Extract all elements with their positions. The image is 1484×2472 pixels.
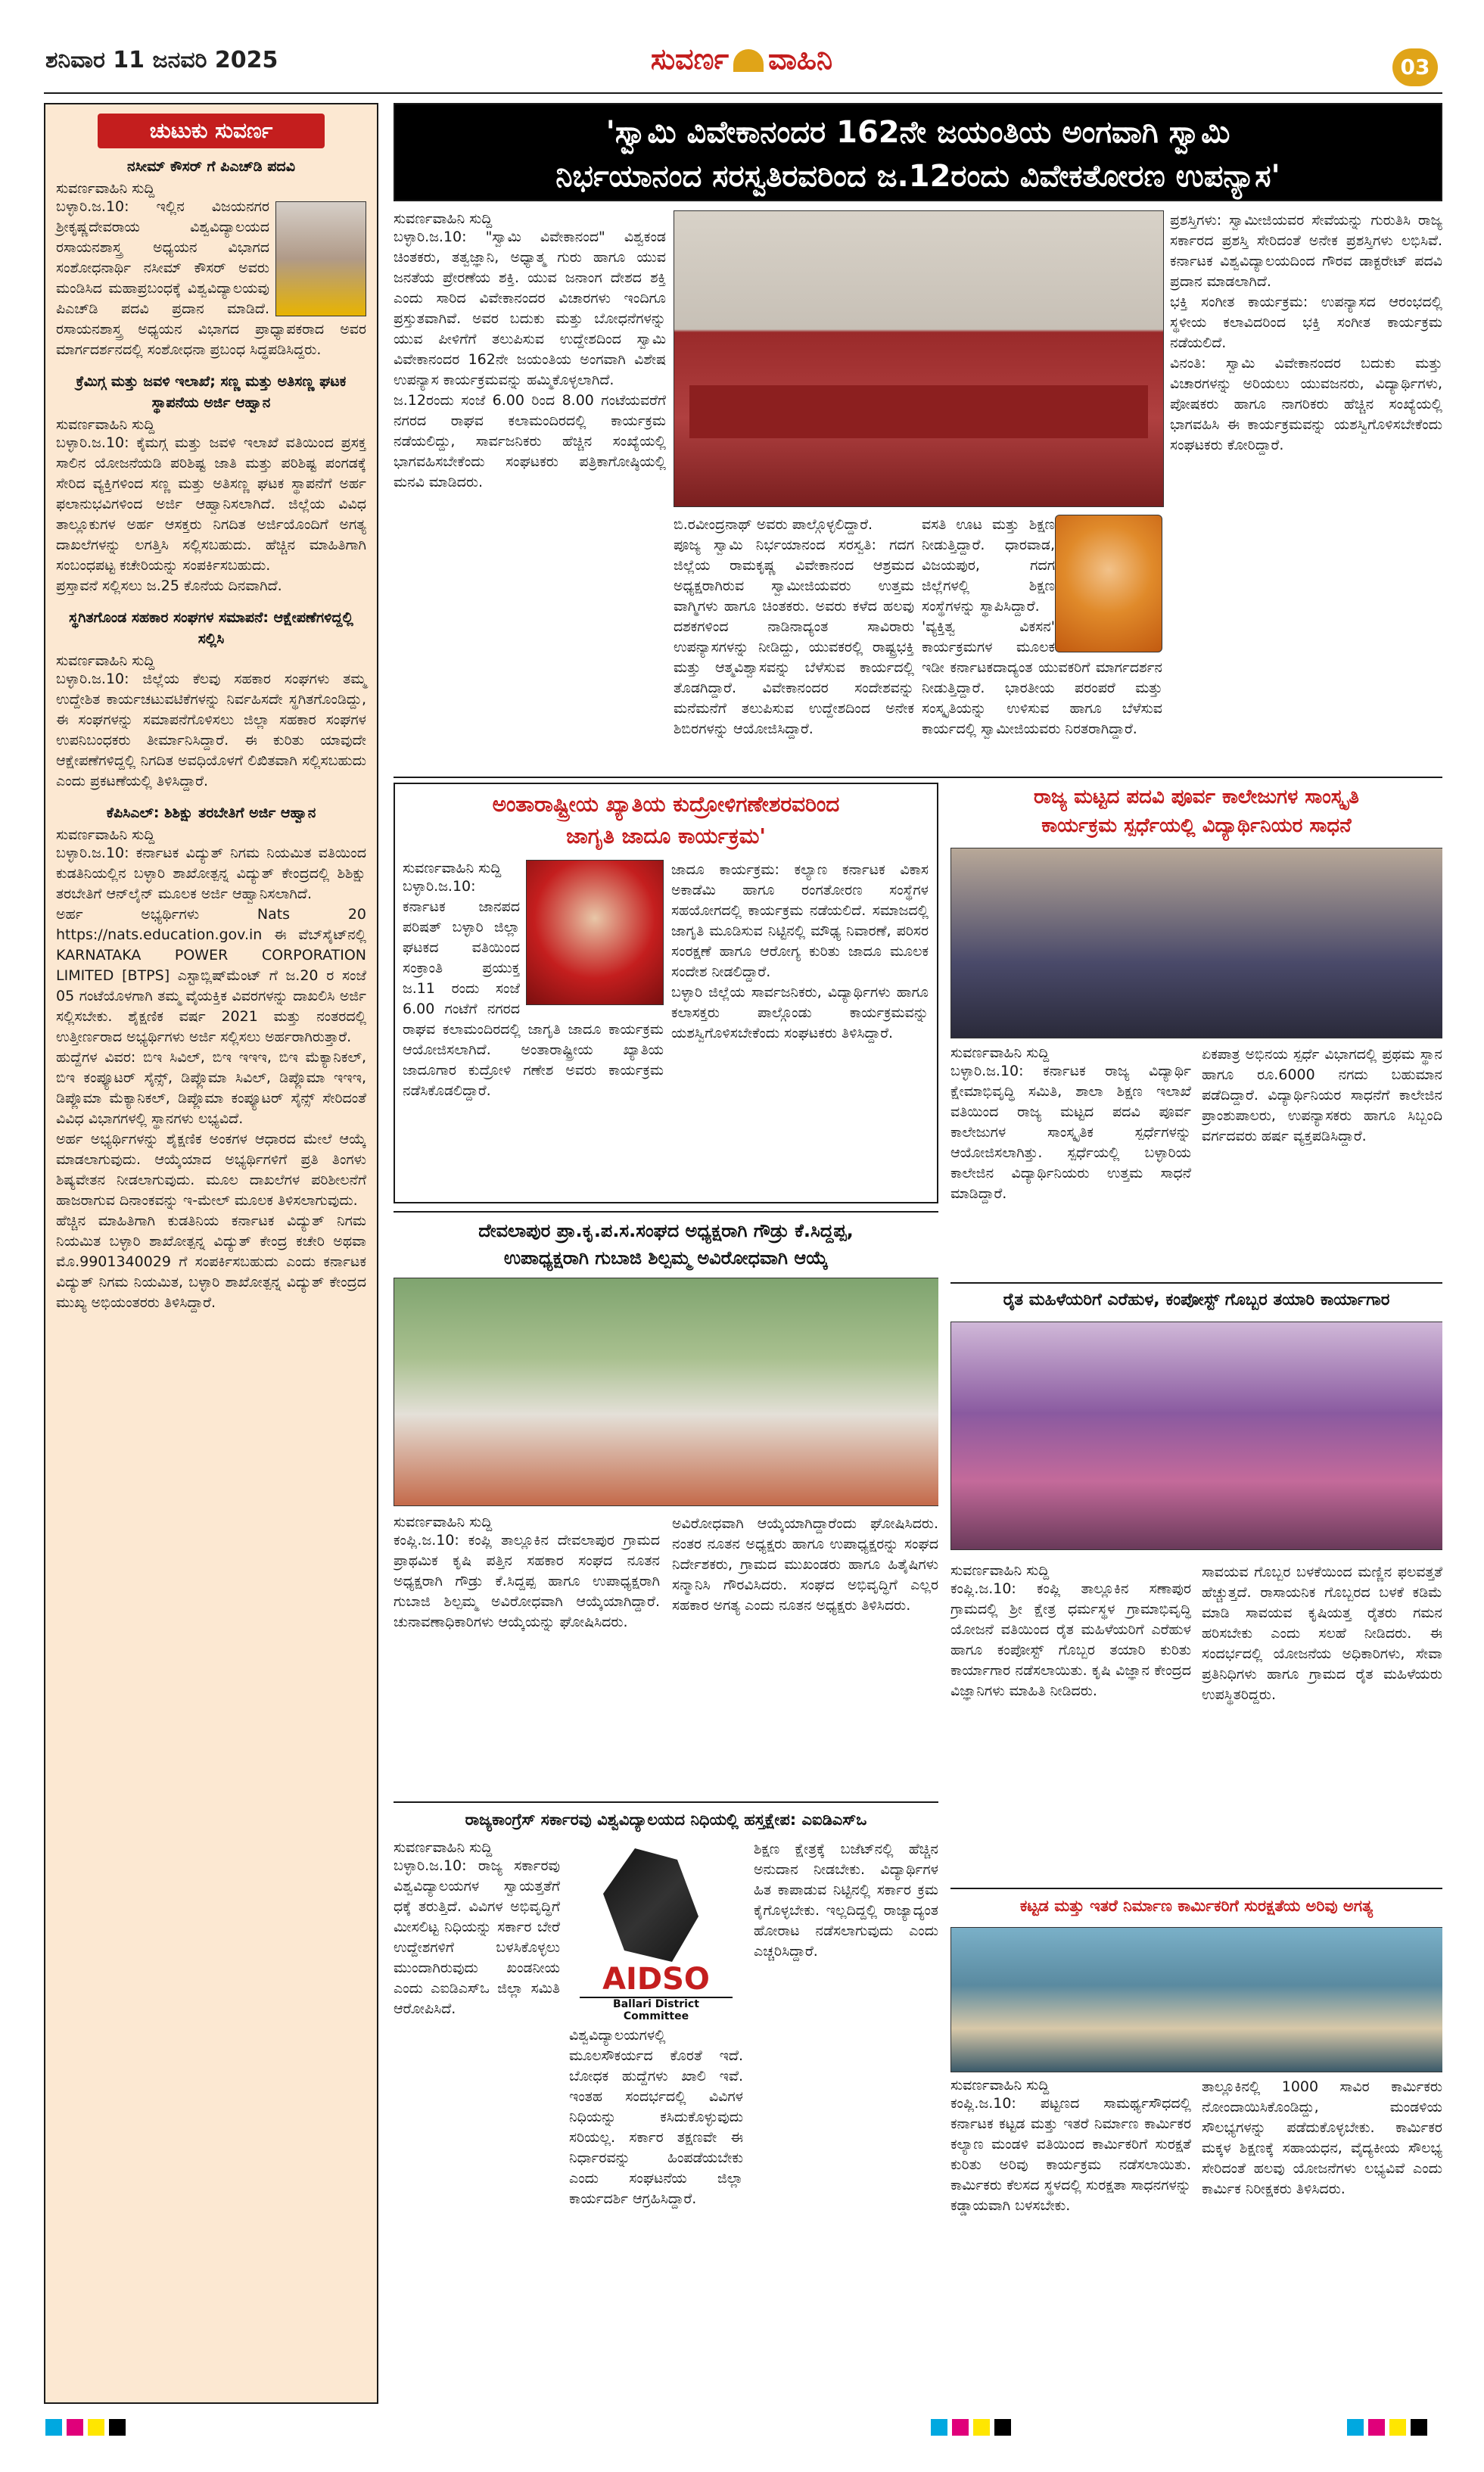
culture-headline bbox=[950, 783, 1442, 840]
lead-col4 bbox=[1170, 210, 1442, 771]
sidebar-item-body: ಬಳ್ಳಾರಿ.ಜ.10: ಕೈಮಗ್ಗ ಮತ್ತು ಜವಳಿ ಇಲಾಖೆ ವತಿಯಿಂದ ಪ್ರಸಕ್ತ ಸಾಲಿನ ಯೋಜನೆಯಡಿ ಪರಿಶಿಷ್ಟ ಜಾತಿ ಮತ್ತು ಪರಿಶಿಷ್ಟ ಪಂಗಡಕ್ಕೆ ಸೇರಿದ ವ್ಯಕ್ತಿಗಳಿಂದ ಸಣ್ಣ ಮತ್ತು ಅತಿಸಣ್ಣ ಘಟಕ ಸ್ಥಾಪನೆಗೆ ಅರ್ಹ ಫಲಾನುಭವಿಗಳಿಂದ ಅರ್ಜಿ ಆಹ್ವಾನಿಸಲಾಗಿದೆ. ಜಿಲ್ಲೆಯ ವಿವಿಧ ತಾಲ್ಲೂಕುಗಳ ಅರ್ಹ ಆಸಕ್ತರು ನಿಗದಿತ ಅರ್ಜಿಯೊಂದಿಗೆ ಅಗತ್ಯ ದಾಖಲೆಗಳನ್ನು ಲಗತ್ತಿಸಿ ಸಲ್ಲಿಸಬಹುದು. ಹೆಚ್ಚಿನ ಮಾಹಿತಿಗಾಗಿ ಸಂಬಂಧಪಟ್ಟ ಕಚೇರಿಯನ್ನು ಸಂಪರ್ಕಿಸಬಹುದು. ಪ್ರಸ್ತಾವನೆ ಸಲ್ಲಿಸಲು ಜ.25 ಕೊನೆಯ ದಿನವಾಗಿದೆ. bbox=[56, 434, 366, 594]
culture-dateline: ಸುವರ್ಣವಾಹಿನಿ ಸುದ್ದಿ bbox=[950, 1045, 1050, 1061]
cyan-swatch bbox=[1347, 2419, 1364, 2436]
masthead-date: ಶನಿವಾರ 11 ಜನವರಿ 2025 bbox=[45, 47, 278, 73]
sidebar-item-dateline: ಸುವರ್ಣವಾಹಿನಿ ಸುದ್ದಿ bbox=[56, 827, 155, 843]
culture-headline-line2: ಕಾರ್ಯಕ್ರಮ ಸ್ಪರ್ಧೆಯಲ್ಲಿ ವಿದ್ಯಾರ್ಥಿನಿಯರ ಸಾಧನೆ bbox=[1041, 814, 1352, 837]
university-dateline: ಸುವರ್ಣವಾಹಿನಿ ಸುದ್ದಿ bbox=[394, 1839, 493, 1856]
safety-dateline: ಸುವರ್ಣವಾಹಿನಿ ಸುದ್ದಿ bbox=[950, 2077, 1050, 2094]
magic-col2-text: ಜಾದೂ ಕಾರ್ಯಕ್ರಮ: ಕಲ್ಯಾಣ ಕರ್ನಾಟಕ ವಿಕಾಸ ಅಕಾಡೆಮಿ ಹಾಗೂ ರಂಗತೋರಣ ಸಂಸ್ಥೆಗಳ ಸಹಯೋಗದಲ್ಲಿ ಕಾರ್ಯಕ್ರಮ ನಡೆಯಲಿದೆ. ಸಮಾಜದಲ್ಲಿ ಜಾಗೃತಿ ಮೂಡಿಸುವ ನಿಟ್ಟಿನಲ್ಲಿ ಮೌಢ್ಯ ನಿವಾರಣೆ, ಪರಿಸರ ಸಂರಕ್ಷಣೆ ಹಾಗೂ ಆರೋಗ್ಯ ಕುರಿತು ಜಾದೂ ಮೂಲಕ ಸಂದೇಶ ನೀಡಲಿದ್ದಾರೆ. ಬಳ್ಳಾರಿ ಜಿಲ್ಲೆಯ ಸಾರ್ವಜನಿಕರು, ವಿದ್ಯಾರ್ಥಿಗಳು ಹಾಗೂ ಕಲಾಸಕ್ತರು ಪಾಲ್ಗೊಂಡು ಕಾರ್ಯಕ್ರಮವನ್ನು ಯಶಸ್ವಿಗೊಳಿಸಬೇಕೆಂದು ಸಂಘಟಕರು ತಿಳಿಸಿದ್ದಾರೆ. bbox=[671, 861, 929, 1041]
university-col2 bbox=[569, 2025, 743, 2399]
registration-marks-center bbox=[931, 2419, 1016, 2442]
registration-marks-right bbox=[1347, 2419, 1432, 2442]
safety-col2-text: ತಾಲ್ಲೂಕಿನಲ್ಲಿ 1000 ಸಾವಿರ ಕಾರ್ಮಿಕರು ನೋಂದಾಯಿಸಿಕೊಂಡಿದ್ದು, ಮಂಡಳಿಯ ಸೌಲಭ್ಯಗಳನ್ನು ಪಡೆದುಕೊಳ್ಳಬೇಕು. ಕಾರ್ಮಿಕರ ಮಕ್ಕಳ ಶಿಕ್ಷಣಕ್ಕೆ ಸಹಾಯಧನ, ವೈದ್ಯಕೀಯ ಸೌಲಭ್ಯ ಸೇರಿದಂತೆ ಹಲವು ಯೋಜನೆಗಳು ಲಭ್ಯವಿವೆ ಎಂದು ಕಾರ್ಮಿಕ ನಿರೀಕ್ಷಕರು ತಿಳಿಸಿದರು. bbox=[1202, 2078, 1442, 2197]
university-col2-text: ವಿಶ್ವವಿದ್ಯಾಲಯಗಳಲ್ಲಿ ಮೂಲಸೌಕರ್ಯದ ಕೊರತೆ ಇದೆ. ಬೋಧಕ ಹುದ್ದೆಗಳು ಖಾಲಿ ಇವೆ. ಇಂತಹ ಸಂದರ್ಭದಲ್ಲಿ ವಿವಿಗಳ ನಿಧಿಯನ್ನು ಕಸಿದುಕೊಳ್ಳುವುದು ಸರಿಯಲ್ಲ. ಸರ್ಕಾರ ತಕ್ಷಣವೇ ಈ ನಿರ್ಧಾರವನ್ನು ಹಿಂಪಡೆಯಬೇಕು ಎಂದು ಸಂಘಟನೆಯ ಜಿಲ್ಲಾ ಕಾರ್ಯದರ್ಶಿ ಆಗ್ರಹಿಸಿದ್ದಾರೆ. bbox=[569, 2027, 743, 2207]
lead-col4-text: ಪ್ರಶಸ್ತಿಗಳು: ಸ್ವಾಮೀಜಿಯವರ ಸೇವೆಯನ್ನು ಗುರುತಿಸಿ ರಾಜ್ಯ ಸರ್ಕಾರದ ಪ್ರಶಸ್ತಿ ಸೇರಿದಂತೆ ಅನೇಕ ಪ್ರಶಸ್ತಿಗಳು ಲಭಿಸಿವೆ. ಕರ್ನಾಟಕ ವಿಶ್ವವಿದ್ಯಾಲಯದಿಂದ ಗೌರವ ಡಾಕ್ಟರೇಟ್ ಪದವಿ ಪ್ರದಾನ ಮಾಡಲಾಗಿದೆ. ಭಕ್ತಿ ಸಂಗೀತ ಕಾರ್ಯಕ್ರಮ: ಉಪನ್ಯಾಸದ ಆರಂಭದಲ್ಲಿ ಸ್ಥಳೀಯ ಕಲಾವಿದರಿಂದ ಭಕ್ತಿ ಸಂಗೀತ ಕಾರ್ಯಕ್ರಮ ನಡೆಯಲಿದೆ. ವಿನಂತಿ: ಸ್ವಾಮಿ ವಿವೇಕಾನಂದರ ಬದುಕು ಮತ್ತು ವಿಚಾರಗಳನ್ನು ಅರಿಯಲು ಯುವಜನರು, ವಿದ್ಯಾರ್ಥಿಗಳು, ಪೋಷಕರು ಹಾಗೂ ನಾಗರಿಕರು ಹೆಚ್ಚಿನ ಸಂಖ್ಯೆಯಲ್ಲಿ ಭಾಗವಹಿಸಿ ಈ ಕಾರ್ಯಕ್ರಮವನ್ನು ಯಶಸ್ವಿಗೊಳಿಸಬೇಕೆಂದು ಸಂಘಟಕರು ಕೋರಿದ್ದಾರೆ. bbox=[1170, 212, 1442, 453]
lead-col3-text: ವಸತಿ ಊಟ ಮತ್ತು ಶಿಕ್ಷಣ ನೀಡುತ್ತಿದ್ದಾರೆ. ಧಾರವಾಡ, ವಿಜಯಪುರ, ಗದಗ ಜಿಲ್ಲೆಗಳಲ್ಲಿ ಶಿಕ್ಷಣ ಸಂಸ್ಥೆಗಳನ್ನು ಸ್ಥಾಪಿಸಿದ್ದಾರೆ. 'ವ್ಯಕ್ತಿತ್ವ ವಿಕಸನ' ಕಾರ್ಯಕ್ರಮಗಳ ಮೂಲಕ ಇಡೀ ಕರ್ನಾಟಕದಾದ್ಯಂತ ಯುವಕರಿಗೆ ಮಾರ್ಗದರ್ಶನ ನೀಡುತ್ತಿದ್ದಾರೆ. ಭಾರತೀಯ ಪರಂಪರೆ ಮತ್ತು ಸಂಸ್ಕೃತಿಯನ್ನು ಉಳಿಸುವ ಹಾಗೂ ಬೆಳೆಸುವ ಕಾರ್ಯದಲ್ಲಿ ಸ್ವಾಮೀಜಿಯವರು ನಿರತರಾಗಿದ್ದಾರೆ. bbox=[922, 516, 1162, 737]
magic-col1-text: ಬಳ್ಳಾರಿ.ಜ.10: ಕರ್ನಾಟಕ ಜಾನಪದ ಪರಿಷತ್ ಬಳ್ಳಾರಿ ಜಿಲ್ಲಾ ಘಟಕದ ವತಿಯಿಂದ ಸಂಕ್ರಾಂತಿ ಪ್ರಯುಕ್ತ ಜ.11 ರಂದು ಸಂಜೆ 6.00 ಗಂಟೆಗೆ ನಗರದ ರಾಘವ ಕಲಾಮಂದಿರದಲ್ಲಿ ಜಾಗೃತಿ ಜಾದೂ ಕಾರ್ಯಕ್ರಮ ಆಯೋಜಿಸಲಾಗಿದೆ. ಅಂತಾರಾಷ್ಟ್ರೀಯ ಖ್ಯಾತಿಯ ಜಾದೂಗಾರ ಕುದ್ರೋಳಿ ಗಣೇಶ ಅವರು ಕಾರ್ಯಕ್ರಮ ನಡೆಸಿಕೊಡಲಿದ್ದಾರೆ. bbox=[403, 878, 664, 1099]
farmer-dateline: ಸುವರ್ಣವಾಹಿನಿ ಸುದ್ದಿ bbox=[950, 1562, 1050, 1579]
lead-headline bbox=[394, 103, 1442, 201]
safety-headline: ಕಟ್ಟಡ ಮತ್ತು ಇತರೆ ನಿರ್ಮಾಣ ಕಾರ್ಮಿಕರಿಗೆ ಸುರಕ್ಷತೆಯ ಅರಿವು ಅಗತ್ಯ bbox=[950, 1888, 1442, 1918]
paper-name-left: ಸುವರ್ಣ bbox=[650, 42, 730, 76]
safety-col2 bbox=[1202, 2077, 1442, 2399]
safety-story bbox=[950, 1888, 1442, 2399]
sidebar-item-dateline: ಸುವರ್ಣವಾಹಿನಿ ಸುದ್ದಿ bbox=[56, 416, 155, 433]
farmer-headline: ರೈತ ಮಹಿಳೆಯರಿಗೆ ಎರೆಹುಳ, ಕಂಪೋಸ್ಟ್ ಗೊಬ್ಬರ ತಯಾರಿ ಕಾರ್ಯಾಗಾರ bbox=[950, 1282, 1442, 1312]
university-col3 bbox=[754, 1839, 938, 2399]
lead-col2-text: ಬಿ.ರವೀಂದ್ರನಾಥ್ ಅವರು ಪಾಲ್ಗೊಳ್ಳಲಿದ್ದಾರೆ. ಪೂಜ್ಯ ಸ್ವಾಮಿ ನಿರ್ಭಯಾನಂದ ಸರಸ್ವತಿ: ಗದಗ ಜಿಲ್ಲೆಯ ರಾಮಕೃಷ್ಣ ವಿವೇಕಾನಂದ ಆಶ್ರಮದ ಅಧ್ಯಕ್ಷರಾಗಿರುವ ಸ್ವಾಮೀಜಿಯವರು ಉತ್ತಮ ವಾಗ್ಮಿಗಳು ಹಾಗೂ ಚಿಂತಕರು. ಅವರು ಕಳೆದ ಹಲವು ದಶಕಗಳಿಂದ ನಾಡಿನಾದ್ಯಂತ ಸಾವಿರಾರು ಉಪನ್ಯಾಸಗಳನ್ನು ನೀಡಿದ್ದು, ಯುವಕರಲ್ಲಿ ರಾಷ್ಟ್ರಭಕ್ತಿ ಮತ್ತು ಆತ್ಮವಿಶ್ವಾಸವನ್ನು ಬೆಳೆಸುವ ಕಾರ್ಯದಲ್ಲಿ ತೊಡಗಿದ್ದಾರೆ. ವಿವೇಕಾನಂದರ ಸಂದೇಶವನ್ನು ಮನೆಮನೆಗೆ ತಲುಪಿಸುವ ಉದ್ದೇಶದಿಂದ ಅನೇಕ ಶಿಬಿರಗಳನ್ನು ಆಯೋಜಿಸಿದ್ದಾರೆ. bbox=[674, 516, 914, 737]
magic-headline bbox=[400, 789, 932, 852]
coop-col1 bbox=[394, 1514, 660, 1794]
university-headline: ರಾಜ್ಯಕಾಂಗ್ರೆಸ್ ಸರ್ಕಾರವು ವಿಶ್ವವಿದ್ಯಾಲಯದ ನಿಧಿಯಲ್ಲಿ ಹಸ್ತಕ್ಷೇಪ: ಎಐಡಿಎಸ್‌ಒ bbox=[394, 1801, 938, 1832]
sidebar-item-body: ಬಳ್ಳಾರಿ.ಜ.10: ಜಿಲ್ಲೆಯ ಕೆಲವು ಸಹಕಾರ ಸಂಘಗಳು ತಮ್ಮ ಉದ್ದೇಶಿತ ಕಾರ್ಯಚಟುವಟಿಕೆಗಳನ್ನು ನಿರ್ವಹಿಸದೇ ಸ್ಥಗಿತಗೊಂಡಿದ್ದು, ಈ ಸಂಘಗಳನ್ನು ಸಮಾಪನೆಗೊಳಿಸಲು ಜಿಲ್ಲಾ ಸಹಕಾರ ಸಂಘಗಳ ಉಪನಿಬಂಧಕರು ತೀರ್ಮಾನಿಸಿದ್ದಾರೆ. ಈ ಕುರಿತು ಯಾವುದೇ ಆಕ್ಷೇಪಣೆಗಳಿದ್ದಲ್ಲಿ ನಿಗದಿತ ಅವಧಿಯೊಳಗೆ ಲಿಖಿತವಾಗಿ ಸಲ್ಲಿಸಬಹುದು ಎಂದು ಪ್ರಕಟಣೆಯಲ್ಲಿ ತಿಳಿಸಿದ್ದಾರೆ. bbox=[56, 671, 366, 789]
university-col1 bbox=[394, 1839, 560, 2399]
coop-story bbox=[394, 1211, 938, 1794]
registration-marks-left bbox=[45, 2419, 130, 2442]
culture-photo bbox=[950, 848, 1442, 1038]
magician-photo bbox=[526, 860, 664, 1005]
aidso-logo-subtext: Ballari District Committee bbox=[580, 1997, 733, 2022]
sidebar-item-body: ಬಳ್ಳಾರಿ.ಜ.10: ಇಲ್ಲಿನ ವಿಜಯನಗರ ಶ್ರೀಕೃಷ್ಣದೇವರಾಯ ವಿಶ್ವವಿದ್ಯಾಲಯದ ರಸಾಯನಶಾಸ್ತ್ರ ಅಧ್ಯಯನ ವಿಭಾಗದ ಸಂಶೋಧನಾರ್ಥಿ ನಸೀಮ್ ಕೌಸರ್ ಅವರು ಮಂಡಿಸಿದ ಮಹಾಪ್ರಬಂಧಕ್ಕೆ ವಿಶ್ವವಿದ್ಯಾಲಯವು ಪಿಎಚ್‌ಡಿ ಪದವಿ ಪ್ರದಾನ ಮಾಡಿದೆ. ರಸಾಯನಶಾಸ್ತ್ರ ಅಧ್ಯಯನ ವಿಭಾಗದ ಪ್ರಾಧ್ಯಾಪಕರಾದ ಅವರ ಮಾರ್ಗದರ್ಶನದಲ್ಲಿ ಸಂಶೋಧನಾ ಪ್ರಬಂಧ ಸಿದ್ಧಪಡಿಸಿದ್ದರು. bbox=[56, 198, 366, 358]
magic-headline-line2: ಜಾಗೃತಿ ಜಾದೂ ಕಾರ್ಯಕ್ರಮ' bbox=[566, 823, 766, 848]
culture-col2 bbox=[1202, 1045, 1442, 1272]
coop-group-photo bbox=[394, 1278, 938, 1506]
paper-name-right: ವಾಹಿನಿ bbox=[768, 42, 833, 76]
black-swatch bbox=[994, 2419, 1011, 2436]
page-number: 03 bbox=[1392, 48, 1438, 86]
section-rule bbox=[394, 777, 1442, 778]
press-table bbox=[689, 385, 1148, 438]
safety-col1-text: ಕಂಪ್ಲಿ.ಜ.10: ಪಟ್ಟಣದ ಸಾಮರ್ಥ್ಯಸೌಧದಲ್ಲಿ ಕರ್ನಾಟಕ ಕಟ್ಟಡ ಮತ್ತು ಇತರೆ ನಿರ್ಮಾಣ ಕಾರ್ಮಿಕರ ಕಲ್ಯಾಣ ಮಂಡಳಿ ವತಿಯಿಂದ ಕಾರ್ಮಿಕರಿಗೆ ಸುರಕ್ಷತೆ ಕುರಿತು ಅರಿವು ಕಾರ್ಯಕ್ರಮ ನಡೆಸಲಾಯಿತು. ಕಾರ್ಮಿಕರು ಕೆಲಸದ ಸ್ಥಳದಲ್ಲಿ ಸುರಕ್ಷತಾ ಸಾಧನಗಳನ್ನು ಕಡ್ಡಾಯವಾಗಿ ಬಳಸಬೇಕು. bbox=[950, 2095, 1191, 2214]
sidebar-photo bbox=[275, 201, 366, 316]
masthead bbox=[0, 0, 1484, 91]
sun-icon bbox=[733, 49, 764, 72]
sidebar-item bbox=[45, 802, 377, 1313]
coop-col1-text: ಕಂಪ್ಲಿ.ಜ.10: ಕಂಪ್ಲಿ ತಾಲ್ಲೂಕಿನ ದೇವಲಾಪುರ ಗ್ರಾಮದ ಪ್ರಾಥಮಿಕ ಕೃಷಿ ಪತ್ತಿನ ಸಹಕಾರ ಸಂಘದ ನೂತನ ಅಧ್ಯಕ್ಷರಾಗಿ ಗೌಡ್ರು ಕೆ.ಸಿದ್ದಪ್ಪ ಹಾಗೂ ಉಪಾಧ್ಯಕ್ಷರಾಗಿ ಗುಬಾಜಿ ಶಿಲ್ಪಮ್ಮ ಅವಿರೋಧವಾಗಿ ಆಯ್ಕೆಯಾಗಿದ್ದಾರೆ. ಚುನಾವಣಾಧಿಕಾರಿಗಳು ಆಯ್ಕೆಯನ್ನು ಘೋಷಿಸಿದರು. bbox=[394, 1532, 660, 1630]
aidso-logo bbox=[569, 1844, 743, 2022]
culture-col1-text: ಬಳ್ಳಾರಿ.ಜ.10: ಕರ್ನಾಟಕ ರಾಜ್ಯ ವಿದ್ಯಾರ್ಥಿ ಕ್ಷೇಮಾಭಿವೃದ್ಧಿ ಸಮಿತಿ, ಶಾಲಾ ಶಿಕ್ಷಣ ಇಲಾಖೆ ವತಿಯಿಂದ ರಾಜ್ಯ ಮಟ್ಟದ ಪದವಿ ಪೂರ್ವ ಕಾಲೇಜುಗಳ ಸಾಂಸ್ಕೃತಿಕ ಸ್ಪರ್ಧೆಗಳನ್ನು ಆಯೋಜಿಸಲಾಗಿತ್ತು. ಸ್ಪರ್ಧೆಯಲ್ಲಿ ಬಳ್ಳಾರಿಯ ಕಾಲೇಜಿನ ವಿದ್ಯಾರ್ಥಿನಿಯರು ಉತ್ತಮ ಸಾಧನೆ ಮಾಡಿದ್ದಾರೆ. bbox=[950, 1063, 1191, 1202]
yellow-swatch bbox=[973, 2419, 990, 2436]
sidebar-item-headline: ಕ್ರೆಮಿಗ್ಗ ಮತ್ತು ಜವಳಿ ಇಲಾಖೆ; ಸಣ್ಣ ಮತ್ತು ಅತಿಸಣ್ಣ ಘಟಕ ಸ್ಥಾಪನೆಯ ಅರ್ಜಿ ಆಹ್ವಾನ bbox=[76, 373, 347, 411]
coop-headline bbox=[394, 1211, 938, 1272]
culture-col1 bbox=[950, 1045, 1191, 1272]
masthead-logo bbox=[575, 42, 908, 80]
masthead-rule bbox=[44, 92, 1442, 94]
farmer-col2-text: ಸಾವಯವ ಗೊಬ್ಬರ ಬಳಕೆಯಿಂದ ಮಣ್ಣಿನ ಫಲವತ್ತತೆ ಹೆಚ್ಚುತ್ತದೆ. ರಾಸಾಯನಿಕ ಗೊಬ್ಬರದ ಬಳಕೆ ಕಡಿಮೆ ಮಾಡಿ ಸಾವಯವ ಕೃಷಿಯತ್ತ ರೈತರು ಗಮನ ಹರಿಸಬೇಕು ಎಂದು ಸಲಹೆ ನೀಡಿದರು. ಈ ಸಂದರ್ಭದಲ್ಲಿ ಯೋಜನೆಯ ಅಧಿಕಾರಿಗಳು, ಸೇವಾ ಪ್ರತಿನಿಧಿಗಳು ಹಾಗೂ ಗ್ರಾಮದ ರೈತ ಮಹಿಳೆಯರು ಉಪಸ್ಥಿತರಿದ್ದರು. bbox=[1202, 1564, 1442, 1703]
lead-dateline: ಸುವರ್ಣವಾಹಿನಿ ಸುದ್ದಿ bbox=[394, 210, 493, 227]
lead-col1-text: ಬಳ್ಳಾರಿ.ಜ.10: "ಸ್ವಾಮಿ ವಿವೇಕಾನಂದ" ವಿಶ್ವಕಂಡ ಚಿಂತಕರು, ತತ್ವಜ್ಞಾನಿ, ಅಧ್ಯಾತ್ಮ ಗುರು ಹಾಗೂ ಯುವ ಜನತೆಯ ಪ್ರೇರಣೆಯ ಶಕ್ತಿ. ಯುವ ಜನಾಂಗ ದೇಶದ ಶಕ್ತಿ ಎಂದು ಸಾರಿದ ವಿವೇಕಾನಂದರ ವಿಚಾರಗಳು ಇಂದಿಗೂ ಪ್ರಸ್ತುತವಾಗಿವೆ. ಅವರ ಬದುಕು ಮತ್ತು ಬೋಧನೆಗಳನ್ನು ಯುವ ಪೀಳಿಗೆಗೆ ತಲುಪಿಸುವ ಉದ್ದೇಶದಿಂದ ಸ್ವಾಮಿ ವಿವೇಕಾನಂದರ 162ನೇ ಜಯಂತಿಯ ಅಂಗವಾಗಿ ವಿಶೇಷ ಉಪನ್ಯಾಸ ಕಾರ್ಯಕ್ರಮವನ್ನು ಹಮ್ಮಿಕೊಳ್ಳಲಾಗಿದೆ. ಜ.12ರಂದು ಸಂಜೆ 6.00 ರಿಂದ 8.00 ಗಂಟೆಯವರೆಗೆ ನಗರದ ರಾಘವ ಕಲಾಮಂದಿರದಲ್ಲಿ ಕಾರ್ಯಕ್ರಮ ನಡೆಯಲಿದ್ದು, ಸಾರ್ವಜನಿಕರು ಹೆಚ್ಚಿನ ಸಂಖ್ಯೆಯಲ್ಲಿ ಭಾಗವಹಿಸಬೇಕೆಂದು ಸಂಘಟಕರು ಪತ್ರಿಕಾಗೋಷ್ಠಿಯಲ್ಲಿ ಮನವಿ ಮಾಡಿದರು. bbox=[394, 229, 666, 490]
magic-col1 bbox=[403, 860, 664, 1193]
coop-headline-line2: ಉಪಾಧ್ಯಕ್ಷರಾಗಿ ಗುಬಾಜಿ ಶಿಲ್ಪಮ್ಮ ಅವಿರೋಧವಾಗಿ ಆಯ್ಕೆ bbox=[503, 1247, 829, 1269]
magenta-swatch bbox=[67, 2419, 83, 2436]
yellow-swatch bbox=[1389, 2419, 1406, 2436]
coop-headline-line1: ದೇವಲಾಪುರ ಪ್ರಾ.ಕೃ.ಪ.ಸ.ಸಂಘದ ಅಧ್ಯಕ್ಷರಾಗಿ ಗೌಡ್ರು ಕೆ.ಸಿದ್ದಪ್ಪ, bbox=[478, 1220, 854, 1241]
sidebar-section-title: ಚುಟುಕು ಸುವರ್ಣ bbox=[98, 114, 325, 148]
safety-col1 bbox=[950, 2077, 1191, 2399]
swamiji-photo bbox=[1055, 515, 1162, 652]
culture-story bbox=[950, 783, 1442, 1275]
farmer-col1 bbox=[950, 1562, 1191, 1880]
coop-dateline: ಸುವರ್ಣವಾಹಿನಿ ಸುದ್ದಿ bbox=[394, 1514, 493, 1530]
lead-press-photo bbox=[674, 210, 1164, 507]
magic-dateline: ಸುವರ್ಣವಾಹಿನಿ ಸುದ್ದಿ bbox=[403, 860, 502, 876]
sidebar-item-headline: ಸ್ಥಗಿತಗೊಂಡ ಸಹಕಾರ ಸಂಘಗಳ ಸಮಾಪನೆ: ಆಕ್ಷೇಪಣೆಗಳಿದ್ದಲ್ಲಿ ಸಲ್ಲಿಸಿ bbox=[69, 609, 353, 647]
sidebar-item-dateline: ಸುವರ್ಣವಾಹಿನಿ ಸುದ್ದಿ bbox=[56, 652, 155, 669]
culture-headline-line1: ರಾಜ್ಯ ಮಟ್ಟದ ಪದವಿ ಪೂರ್ವ ಕಾಲೇಜುಗಳ ಸಾಂಸ್ಕೃತಿ bbox=[1034, 786, 1359, 808]
safety-photo bbox=[950, 1927, 1442, 2072]
cyan-swatch bbox=[45, 2419, 62, 2436]
university-story bbox=[394, 1801, 938, 2399]
coop-col2 bbox=[672, 1514, 938, 1794]
sidebar bbox=[44, 103, 378, 2404]
magenta-swatch bbox=[952, 2419, 969, 2436]
sidebar-item bbox=[45, 371, 377, 596]
black-swatch bbox=[109, 2419, 126, 2436]
farmer-story bbox=[950, 1282, 1442, 1880]
farmer-photo bbox=[950, 1322, 1442, 1550]
sidebar-item-headline: ಕೆಪಿಸಿಎಲ್: ಶಿಶಿಕ್ಷು ತರಬೇತಿಗೆ ಅರ್ಜಿ ಆಹ್ವಾನ bbox=[106, 805, 316, 821]
magenta-swatch bbox=[1368, 2419, 1385, 2436]
lead-headline-line2: ನಿರ್ಭಯಾನಂದ ಸರಸ್ವತಿರವರಿಂದ ಜ.12ರಂದು ವಿವೇಕತೋರಣ ಉಪನ್ಯಾಸ' bbox=[555, 159, 1280, 194]
farmer-col1-text: ಕಂಪ್ಲಿ.ಜ.10: ಕಂಪ್ಲಿ ತಾಲ್ಲೂಕಿನ ಸಣಾಪುರ ಗ್ರಾಮದಲ್ಲಿ ಶ್ರೀ ಕ್ಷೇತ್ರ ಧರ್ಮಸ್ಥಳ ಗ್ರಾಮಾಭಿವೃದ್ಧಿ ಯೋಜನೆ ವತಿಯಿಂದ ರೈತ ಮಹಿಳೆಯರಿಗೆ ಎರೆಹುಳ ಹಾಗೂ ಕಂಪೋಸ್ಟ್ ಗೊಬ್ಬರ ತಯಾರಿ ಕುರಿತು ಕಾರ್ಯಾಗಾರ ನಡೆಸಲಾಯಿತು. ಕೃಷಿ ವಿಜ್ಞಾನ ಕೇಂದ್ರದ ವಿಜ್ಞಾನಿಗಳು ಮಾಹಿತಿ ನೀಡಿದರು. bbox=[950, 1580, 1191, 1699]
university-col1-text: ಬಳ್ಳಾರಿ.ಜ.10: ರಾಜ್ಯ ಸರ್ಕಾರವು ವಿಶ್ವವಿದ್ಯಾಲಯಗಳ ಸ್ವಾಯತ್ತತೆಗೆ ಧಕ್ಕೆ ತರುತ್ತಿದೆ. ವಿವಿಗಳ ಅಭಿವೃದ್ಧಿಗೆ ಮೀಸಲಿಟ್ಟ ನಿಧಿಯನ್ನು ಸರ್ಕಾರ ಬೇರೆ ಉದ್ದೇಶಗಳಿಗೆ ಬಳಸಿಕೊಳ್ಳಲು ಮುಂದಾಗಿರುವುದು ಖಂಡನೀಯ ಎಂದು ಎಐಡಿಎಸ್‌ಒ ಜಿಲ್ಲಾ ಸಮಿತಿ ಆರೋಪಿಸಿದೆ. bbox=[394, 1857, 560, 2017]
sidebar-item-dateline: ಸುವರ್ಣವಾಹಿನಿ ಸುದ್ದಿ bbox=[56, 180, 155, 197]
culture-col2-text: ಏಕಪಾತ್ರ ಅಭಿನಯ ಸ್ಪರ್ಧೆ ವಿಭಾಗದಲ್ಲಿ ಪ್ರಥಮ ಸ್ಥಾನ ಹಾಗೂ ರೂ.6000 ನಗದು ಬಹುಮಾನ ಪಡೆದಿದ್ದಾರೆ. ವಿದ್ಯಾರ್ಥಿನಿಯರ ಸಾಧನೆಗೆ ಕಾಲೇಜಿನ ಪ್ರಾಂಶುಪಾಲರು, ಉಪನ್ಯಾಸಕರು ಹಾಗೂ ಸಿಬ್ಬಂದಿ ವರ್ಗದವರು ಹರ್ಷ ವ್ಯಕ್ತಪಡಿಸಿದ್ದಾರೆ. bbox=[1202, 1046, 1442, 1144]
sidebar-item bbox=[45, 156, 377, 360]
lead-col3 bbox=[922, 515, 1162, 771]
farmer-col2 bbox=[1202, 1562, 1442, 1880]
coop-col2-text: ಅವಿರೋಧವಾಗಿ ಆಯ್ಕೆಯಾಗಿದ್ದಾರೆಂದು ಘೋಷಿಸಿದರು. ನಂತರ ನೂತನ ಅಧ್ಯಕ್ಷರು ಹಾಗೂ ಉಪಾಧ್ಯಕ್ಷರನ್ನು ಸಂಘದ ನಿರ್ದೇಶಕರು, ಗ್ರಾಮದ ಮುಖಂಡರು ಹಾಗೂ ಹಿತೈಷಿಗಳು ಸನ್ಮಾನಿಸಿ ಗೌರವಿಸಿದರು. ಸಂಘದ ಅಭಿವೃದ್ಧಿಗೆ ಎಲ್ಲರ ಸಹಕಾರ ಅಗತ್ಯ ಎಂದು ನೂತನ ಅಧ್ಯಕ್ಷರು ತಿಳಿಸಿದರು. bbox=[672, 1515, 938, 1614]
sidebar-item-body: ಬಳ್ಳಾರಿ.ಜ.10: ಕರ್ನಾಟಕ ವಿದ್ಯುತ್ ನಿಗಮ ನಿಯಮಿತ ವತಿಯಿಂದ ಕುಡತಿನಿಯಲ್ಲಿನ ಬಳ್ಳಾರಿ ಶಾಖೋತ್ಪನ್ನ ವಿದ್ಯುತ್ ಕೇಂದ್ರದಲ್ಲಿ ಶಿಶಿಕ್ಷು ತರಬೇತಿಗೆ ಆನ್‌ಲೈನ್ ಮೂಲಕ ಅರ್ಜಿ ಆಹ್ವಾನಿಸಲಾಗಿದೆ. ಅರ್ಹ ಅಭ್ಯರ್ಥಿಗಳು Nats 20 https://nats.education.gov.in ಈ ವೆಬ್‌ಸೈಟ್‌ನಲ್ಲಿ KARNATAKA POWER CORPORATION LIMITED [BTPS] ಎಸ್ಟಾಬ್ಲಿಷ್‌ಮೆಂಟ್ ಗೆ ಜ.20 ರ ಸಂಜೆ 05 ಗಂಟೆಯೊಳಗಾಗಿ ತಮ್ಮ ವೈಯಕ್ತಿಕ ವಿವರಗಳನ್ನು ದಾಖಲಿಸಿ ಅರ್ಜಿ ಸಲ್ಲಿಸಬೇಕು. ಶೈಕ್ಷಣಿಕ ವರ್ಷ 2021 ಮತ್ತು ನಂತರದಲ್ಲಿ ಉತ್ತೀರ್ಣರಾದ ಅಭ್ಯರ್ಥಿಗಳು ಅರ್ಜಿ ಸಲ್ಲಿಸಲು ಅರ್ಹರಾಗಿರುತ್ತಾರೆ. ಹುದ್ದೆಗಳ ವಿವರ: ಬಿಇ ಸಿವಿಲ್, ಬಿಇ ಇಇಇ, ಬಿಇ ಮೆಕ್ಯಾನಿಕಲ್, ಬಿಇ ಕಂಪ್ಯೂಟರ್ ಸೈನ್ಸ್, ಡಿಪ್ಲೊಮಾ ಸಿವಿಲ್, ಡಿಪ್ಲೊಮಾ ಇಇಇ, ಡಿಪ್ಲೊಮಾ ಮೆಕ್ಯಾನಿಕಲ್, ಡಿಪ್ಲೊಮಾ ಕಂಪ್ಯೂಟರ್ ಸೈನ್ಸ್ ಸೇರಿದಂತೆ ವಿವಿಧ ವಿಭಾಗಗಳಲ್ಲಿ ಸ್ಥಾನಗಳು ಲಭ್ಯವಿದೆ. ಅರ್ಹ ಅಭ್ಯರ್ಥಿಗಳನ್ನು ಶೈಕ್ಷಣಿಕ ಅಂಕಗಳ ಆಧಾರದ ಮೇಲೆ ಆಯ್ಕೆ ಮಾಡಲಾಗುವುದು. ಆಯ್ಕೆಯಾದ ಅಭ್ಯರ್ಥಿಗಳಿಗೆ ಪ್ರತಿ ತಿಂಗಳು ಶಿಷ್ಯವೇತನ ನೀಡಲಾಗುವುದು. ಮೂಲ ದಾಖಲೆಗಳ ಪರಿಶೀಲನೆಗೆ ಹಾಜರಾಗುವ ದಿನಾಂಕವನ್ನು ಇ-ಮೇಲ್ ಮೂಲಕ ತಿಳಿಸಲಾಗುವುದು. ಹೆಚ್ಚಿನ ಮಾಹಿತಿಗಾಗಿ ಕುಡತಿನಿಯ ಕರ್ನಾಟಕ ವಿದ್ಯುತ್ ನಿಗಮ ನಿಯಮಿತ ಬಳ್ಳಾರಿ ಶಾಖೋತ್ಪನ್ನ ವಿದ್ಯುತ್ ಕೇಂದ್ರ ಕಚೇರಿ ಅಥವಾ ಮೊ.9901340029 ಗೆ ಸಂಪರ್ಕಿಸಬಹುದು ಎಂದು ಕರ್ನಾಟಕ ವಿದ್ಯುತ್ ನಿಗಮ ನಿಯಮಿತ, ಬಳ್ಳಾರಿ ಶಾಖೋತ್ಪನ್ನ ವಿದ್ಯುತ್ ಕೇಂದ್ರದ ಮುಖ್ಯ ಅಭಿಯಂತರರು ತಿಳಿಸಿದ್ದಾರೆ. bbox=[56, 845, 366, 1311]
cyan-swatch bbox=[931, 2419, 947, 2436]
black-swatch bbox=[1411, 2419, 1427, 2436]
sidebar-item-headline: ನಸೀಮ್ ಕೌಸರ್ ಗೆ ಪಿಎಚ್‌ಡಿ ಪದವಿ bbox=[127, 158, 295, 175]
lead-col2 bbox=[674, 515, 914, 771]
magic-col2 bbox=[671, 860, 929, 1193]
magic-story bbox=[394, 783, 938, 1203]
lead-headline-line1: 'ಸ್ವಾಮಿ ವಿವೇಕಾನಂದರ 162ನೇ ಜಯಂತಿಯ ಅಂಗವಾಗಿ ಸ್ವಾಮಿ bbox=[605, 115, 1230, 150]
yellow-swatch bbox=[88, 2419, 104, 2436]
aidso-logo-text: AIDSO bbox=[602, 1962, 710, 1997]
lead-col1 bbox=[394, 210, 666, 771]
aidso-emblem-icon bbox=[603, 1848, 709, 1962]
magic-headline-line1: ಅಂತಾರಾಷ್ಟ್ರೀಯ ಖ್ಯಾತಿಯ ಕುದ್ರೋಳಿಗಣೇಶರವರಿಂದ bbox=[492, 792, 840, 817]
university-col3-text: ಶಿಕ್ಷಣ ಕ್ಷೇತ್ರಕ್ಕೆ ಬಜೆಟ್‌ನಲ್ಲಿ ಹೆಚ್ಚಿನ ಅನುದಾನ ನೀಡಬೇಕು. ವಿದ್ಯಾರ್ಥಿಗಳ ಹಿತ ಕಾಪಾಡುವ ನಿಟ್ಟಿನಲ್ಲಿ ಸರ್ಕಾರ ಕ್ರಮ ಕೈಗೊಳ್ಳಬೇಕು. ಇಲ್ಲದಿದ್ದಲ್ಲಿ ರಾಜ್ಯಾದ್ಯಂತ ಹೋರಾಟ ನಡೆಸಲಾಗುವುದು ಎಂದು ಎಚ್ಚರಿಸಿದ್ದಾರೆ. bbox=[754, 1841, 938, 1960]
sidebar-item bbox=[45, 607, 377, 792]
